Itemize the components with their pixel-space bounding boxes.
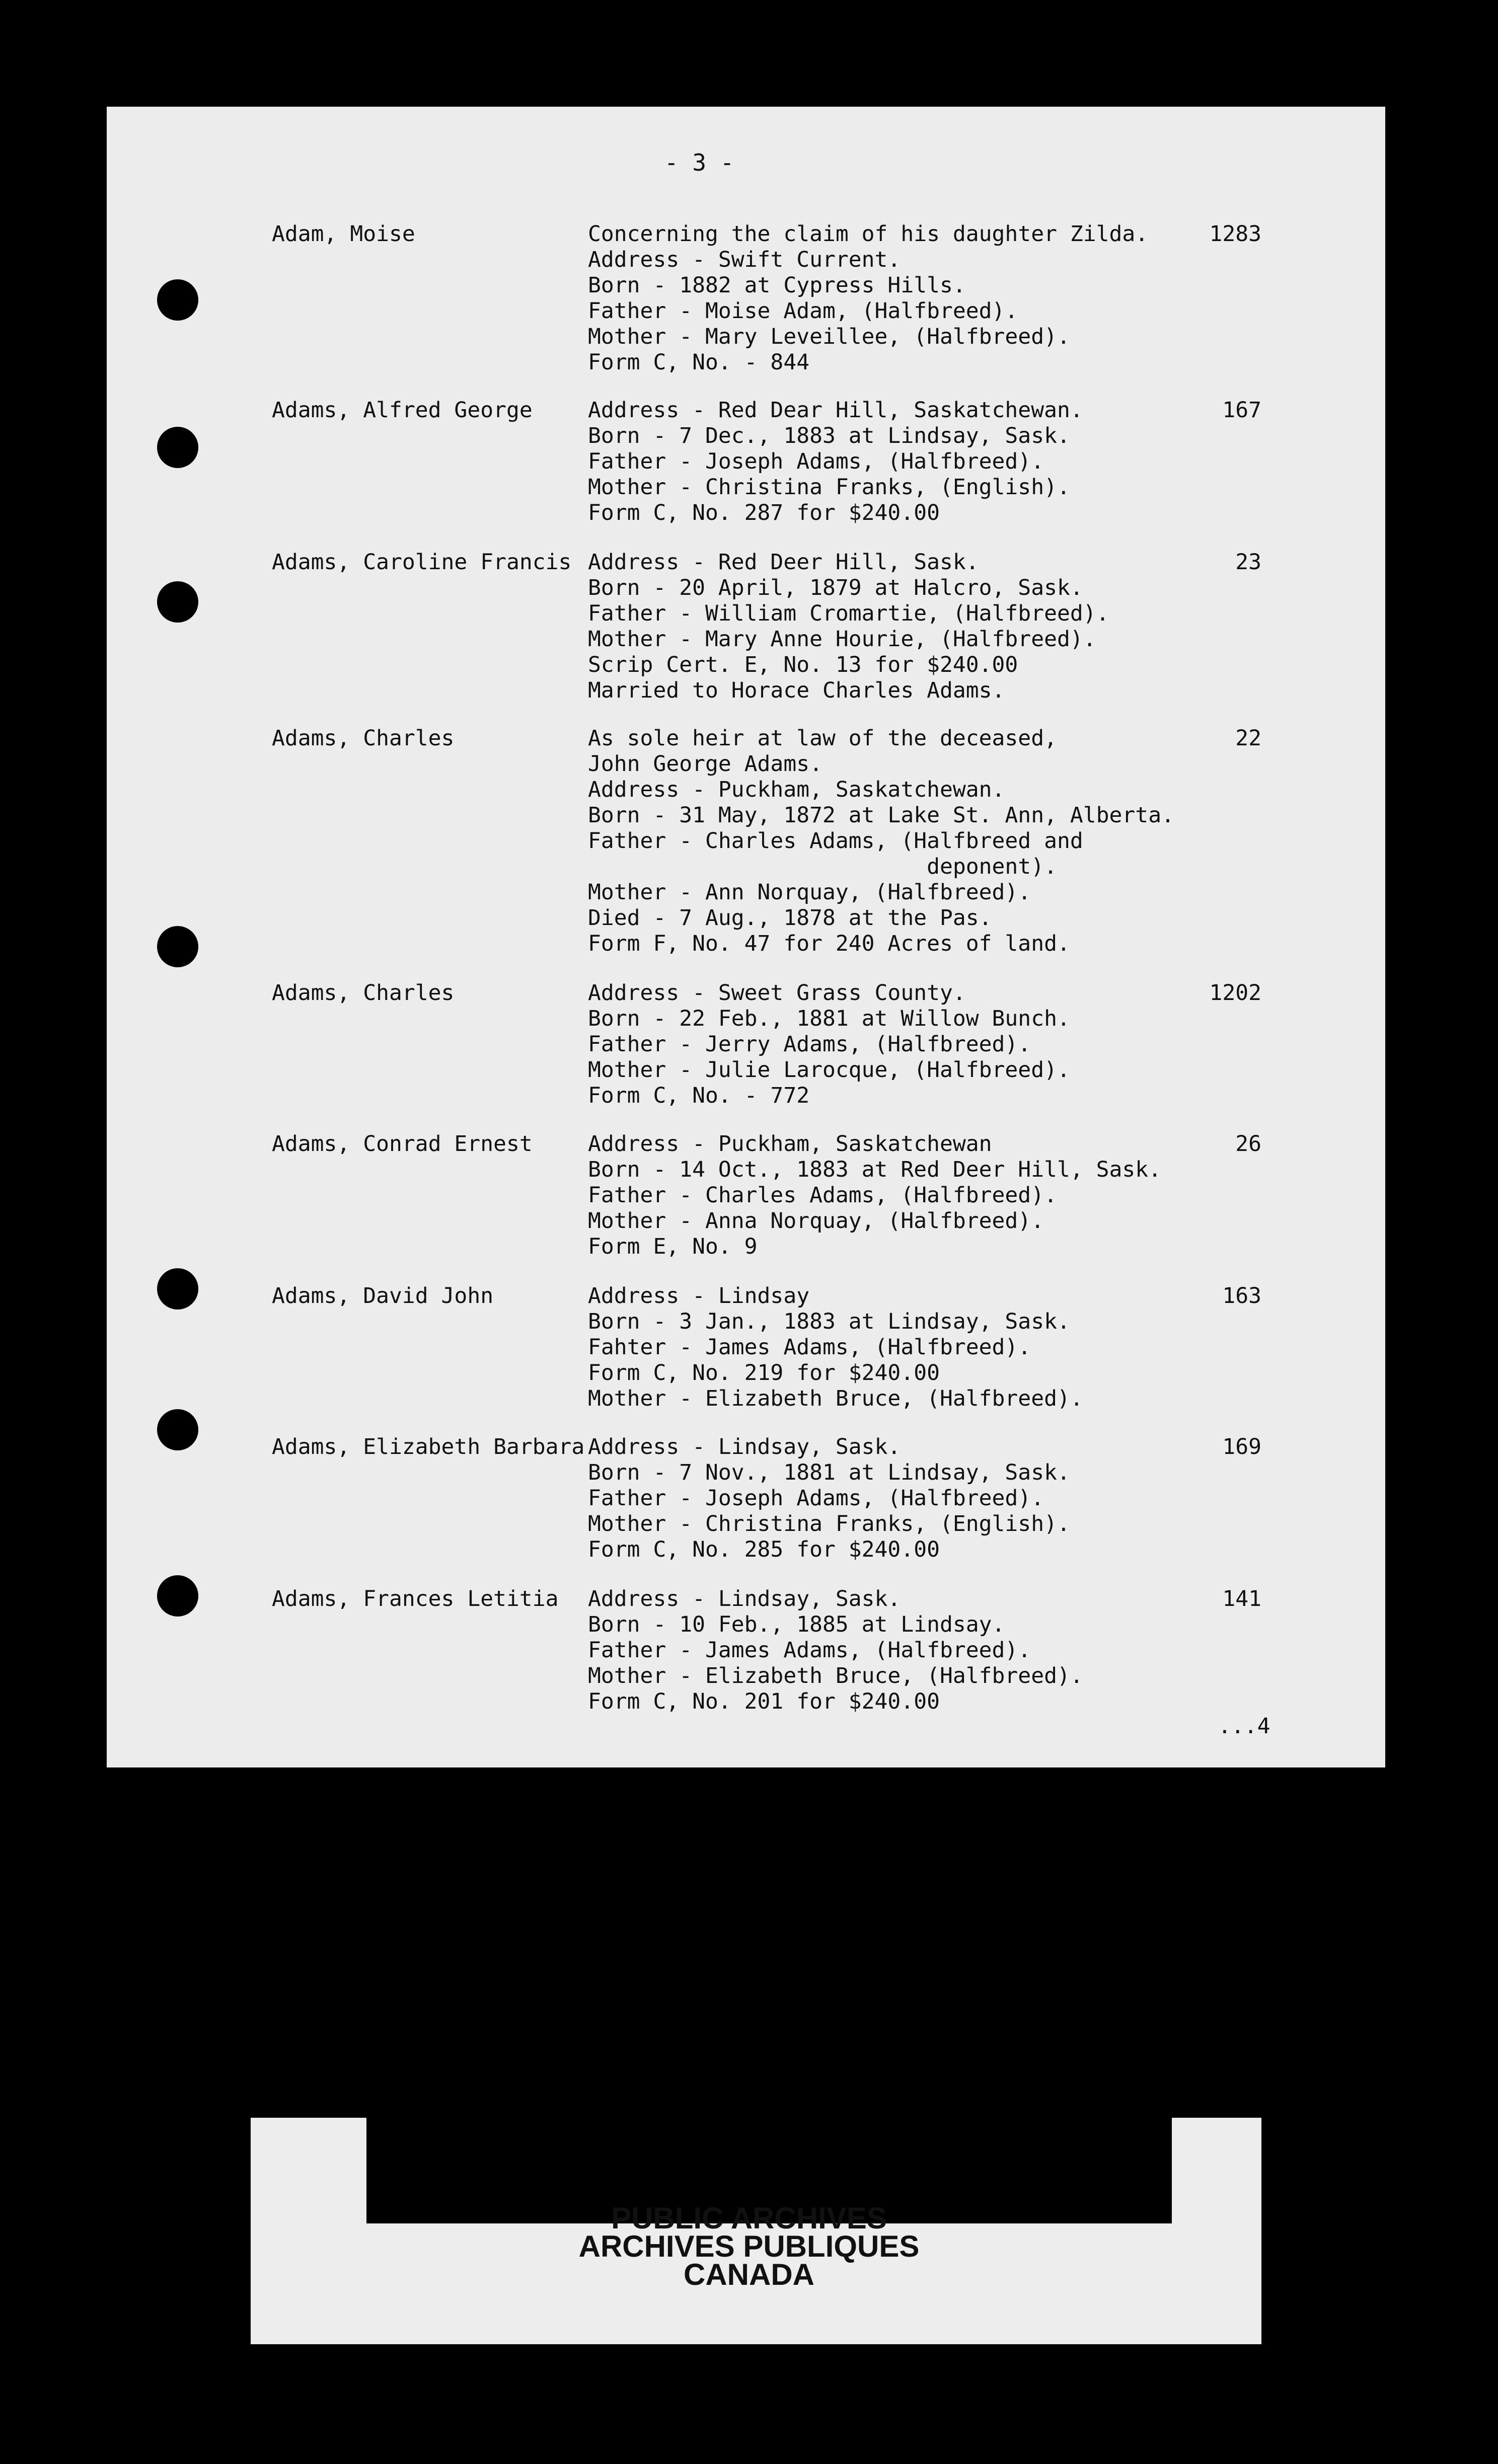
entry-number: 163 [1222, 1283, 1261, 1308]
entry-detail-line: Died - 7 Aug., 1878 at the Pas. [588, 905, 992, 931]
entry-detail-line: Mother - Julie Larocque, (Halfbreed). [588, 1057, 1070, 1083]
entry-detail-line: Address - Lindsay, Sask. [588, 1586, 901, 1611]
entry-detail-line: Form C, No. 219 for $240.00 [588, 1360, 940, 1385]
entry-detail-line: Address - Lindsay, Sask. [588, 1434, 901, 1459]
entry-detail-line: Concerning the claim of his daughter Zilda. [588, 221, 1149, 247]
entry-name: Adams, David John [272, 1283, 494, 1308]
entry-name: Adams, Alfred George [272, 398, 533, 423]
entry-detail-line: Form C, No. 287 for $240.00 [588, 500, 940, 525]
entry-name: Adams, Charles [272, 980, 455, 1006]
punch-hole [157, 279, 198, 321]
entry-detail-line: Form E, No. 9 [588, 1234, 758, 1259]
entry-number: 22 [1235, 726, 1261, 751]
entry-detail-line: Form C, No. 201 for $240.00 [588, 1689, 940, 1714]
entry-detail-line: Father - James Adams, (Halfbreed). [588, 1638, 1031, 1663]
entry-detail-line: Father - Joseph Adams, (Halfbreed). [588, 1486, 1044, 1511]
entry-detail-line: Mother - Christina Franks, (English). [588, 475, 1070, 500]
entry-detail-line: Father - Charles Adams, (Halfbreed and [588, 828, 1083, 854]
entry-name: Adams, Charles [272, 726, 455, 751]
entry-detail-line: Address - Lindsay [588, 1283, 810, 1308]
entry-name: Adams, Caroline Francis [272, 550, 572, 575]
archive-stamp [0, 2201, 1498, 2291]
entry-detail-line: Mother - Elizabeth Bruce, (Halfbreed). [588, 1386, 1083, 1411]
entry-detail-line: deponent). [588, 854, 1057, 879]
entry-number: 23 [1235, 550, 1261, 575]
entry-detail-line: Father - Charles Adams, (Halfbreed). [588, 1183, 1057, 1208]
entry-detail-line: Born - 22 Feb., 1881 at Willow Bunch. [588, 1006, 1070, 1031]
entry-detail-line: Mother - Ann Norquay, (Halfbreed). [588, 880, 1031, 905]
entry-details [588, 726, 1174, 957]
entry-detail-line: Mother - Anna Norquay, (Halfbreed). [588, 1208, 1044, 1234]
entry-details [588, 1586, 1083, 1715]
entry-detail-line: Address - Puckham, Saskatchewan [588, 1131, 992, 1157]
entry-details [588, 1131, 1161, 1260]
entry-detail-line: Married to Horace Charles Adams. [588, 678, 1005, 703]
entry-detail-line: Form F, No. 47 for 240 Acres of land. [588, 931, 1070, 956]
stamp-line: CANADA [684, 2258, 814, 2291]
stamp-line: PUBLIC ARCHIVES [611, 2201, 887, 2235]
entry-detail-line: Mother - Mary Leveillee, (Halfbreed). [588, 324, 1070, 349]
entry-detail-line: Born - 7 Nov., 1881 at Lindsay, Sask. [588, 1460, 1070, 1485]
entry-detail-line: Address - Puckham, Saskatchewan. [588, 777, 1005, 802]
entry-detail-line: John George Adams. [588, 751, 822, 777]
entry-detail-line: Father - Joseph Adams, (Halfbreed). [588, 449, 1044, 474]
stamp-line: ARCHIVES PUBLIQUES [578, 2229, 920, 2263]
entry-name: Adam, Moise [272, 221, 415, 247]
entry-detail-line: Father - William Cromartie, (Halfbreed). [588, 601, 1109, 626]
punch-hole [157, 1409, 198, 1450]
entry-details [588, 398, 1083, 526]
entry-detail-line: Form C, No. 285 for $240.00 [588, 1537, 940, 1562]
entry-detail-line: Father - Moise Adam, (Halfbreed). [588, 298, 1018, 324]
entry-detail-line: Born - 31 May, 1872 at Lake St. Ann, Alberta. [588, 803, 1174, 828]
entry-detail-line: Born - 1882 at Cypress Hills. [588, 273, 966, 298]
entry-detail-line: Mother - Mary Anne Hourie, (Halfbreed). [588, 627, 1096, 652]
entry-detail-line: Born - 10 Feb., 1885 at Lindsay. [588, 1612, 1005, 1637]
entry-details [588, 980, 1070, 1109]
entry-number: 167 [1222, 398, 1261, 423]
entry-number: 1283 [1209, 221, 1261, 247]
entry-number: 141 [1222, 1586, 1261, 1611]
page-number: - 3 - [664, 149, 734, 176]
continuation-marker: ...4 [1218, 1714, 1270, 1739]
entry-detail-line: Fahter - James Adams, (Halfbreed). [588, 1335, 1031, 1360]
entry-detail-line: Mother - Christina Franks, (English). [588, 1511, 1070, 1536]
entry-detail-line: Mother - Elizabeth Bruce, (Halfbreed). [588, 1663, 1083, 1688]
entry-detail-line: Form C, No. - 844 [588, 350, 810, 375]
entry-details [588, 1283, 1083, 1412]
entry-detail-line: Address - Swift Current. [588, 247, 901, 272]
entry-detail-line: Father - Jerry Adams, (Halfbreed). [588, 1032, 1031, 1057]
entry-number: 26 [1235, 1131, 1261, 1157]
entry-number: 1202 [1209, 980, 1261, 1006]
entry-detail-line: Form C, No. - 772 [588, 1083, 810, 1108]
punch-hole [157, 581, 198, 623]
punch-hole [157, 1575, 198, 1616]
entry-details [588, 550, 1109, 704]
punch-hole [157, 926, 198, 967]
entry-details [588, 1434, 1070, 1563]
entry-name: Adams, Frances Letitia [272, 1586, 559, 1611]
entry-details [588, 221, 1148, 375]
entry-detail-line: Born - 3 Jan., 1883 at Lindsay, Sask. [588, 1309, 1070, 1334]
entry-detail-line: Born - 14 Oct., 1883 at Red Deer Hill, Sask. [588, 1157, 1162, 1182]
entry-detail-line: As sole heir at law of the deceased, [588, 726, 1057, 751]
punch-hole [157, 1268, 198, 1310]
entry-detail-line: Address - Red Deer Hill, Sask. [588, 550, 979, 575]
entry-number: 169 [1222, 1434, 1261, 1459]
entry-detail-line: Address - Red Dear Hill, Saskatchewan. [588, 398, 1083, 423]
entry-detail-line: Born - 7 Dec., 1883 at Lindsay, Sask. [588, 423, 1070, 448]
entry-name: Adams, Elizabeth Barbara [272, 1434, 585, 1459]
entry-detail-line: Born - 20 April, 1879 at Halcro, Sask. [588, 575, 1083, 600]
entry-name: Adams, Conrad Ernest [272, 1131, 533, 1157]
entry-detail-line: Address - Sweet Grass County. [588, 980, 966, 1006]
punch-hole [157, 427, 198, 468]
entry-detail-line: Scrip Cert. E, No. 13 for $240.00 [588, 652, 1018, 677]
